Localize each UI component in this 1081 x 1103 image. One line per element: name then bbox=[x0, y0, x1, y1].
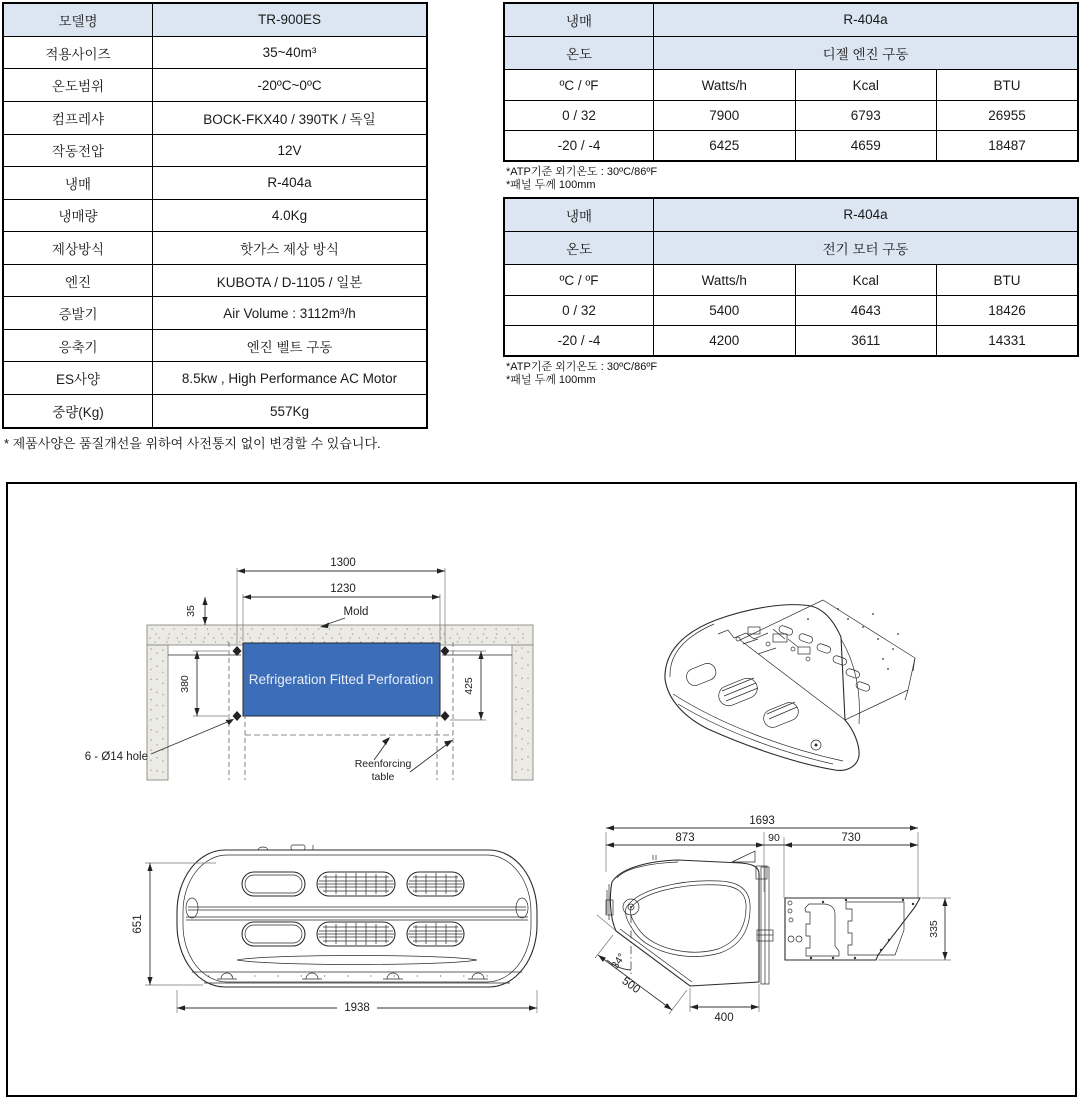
spec-value: 엔진 벨트 구동 bbox=[153, 329, 428, 362]
technical-drawing-panel bbox=[6, 482, 1077, 1097]
table-row bbox=[504, 3, 1078, 36]
spec-label: 작동전압 bbox=[3, 134, 153, 167]
col-header: ºC / ºF bbox=[504, 265, 654, 295]
spec-label: 냉매량 bbox=[3, 199, 153, 232]
perforation-label: Refrigeration Fitted Perforation bbox=[248, 672, 434, 687]
table-row bbox=[504, 70, 1078, 100]
spec-label: 온도범위 bbox=[3, 69, 153, 102]
machinery-detail bbox=[718, 627, 810, 661]
table-row bbox=[3, 69, 427, 102]
note-line: *패널 두께 100mm bbox=[506, 374, 596, 386]
watts-cell: 4200 bbox=[654, 326, 796, 356]
spec-value: 12V bbox=[153, 134, 428, 167]
refrigerant-label: 냉매 bbox=[504, 198, 654, 231]
btu-cell: 18487 bbox=[937, 131, 1079, 161]
table-row bbox=[3, 134, 427, 167]
side-mounting-plate bbox=[785, 898, 920, 960]
col-header: BTU bbox=[937, 70, 1079, 100]
mold-left-column bbox=[147, 645, 168, 780]
temp-cell: 0 / 32 bbox=[504, 100, 654, 130]
table-row bbox=[3, 3, 427, 36]
watts-cell: 5400 bbox=[654, 295, 796, 325]
mold-label: Mold bbox=[343, 606, 369, 618]
col-header: BTU bbox=[937, 265, 1079, 295]
col-header: Kcal bbox=[795, 70, 937, 100]
spec-table bbox=[2, 2, 428, 429]
spec-value: TR-900ES bbox=[153, 3, 428, 36]
table-row bbox=[504, 100, 1078, 130]
reinforcing-callout-line2: table bbox=[371, 771, 395, 783]
spec-value: 35~40m³ bbox=[153, 36, 428, 69]
btu-cell: 18426 bbox=[937, 295, 1079, 325]
spec-label: 제상방식 bbox=[3, 232, 153, 265]
temp-cell: 0 / 32 bbox=[504, 295, 654, 325]
capacity-table-electric bbox=[503, 197, 1079, 357]
spec-footnote: * 제품사양은 품질개선을 위하여 사전통지 없이 변경할 수 있습니다. bbox=[4, 436, 381, 451]
front-body bbox=[177, 845, 537, 987]
note-line: *ATP기준 외기온도 : 30ºC/86ºF bbox=[506, 166, 658, 178]
reinforcing-callout-line1: Reenforcing bbox=[354, 758, 412, 770]
drive-type: 디젤 엔진 구동 bbox=[654, 36, 1079, 69]
table-row bbox=[3, 297, 427, 330]
temp-cell: -20 / -4 bbox=[504, 131, 654, 161]
table-row bbox=[504, 265, 1078, 295]
dim-front-width: 1938 bbox=[344, 1002, 370, 1014]
spec-label: 컴프레샤 bbox=[3, 101, 153, 134]
table-row bbox=[3, 264, 427, 297]
col-header: Watts/h bbox=[654, 70, 796, 100]
spec-value: 핫가스 제상 방식 bbox=[153, 232, 428, 265]
capacity-notes bbox=[506, 166, 657, 192]
spec-value: 8.5kw , High Performance AC Motor bbox=[153, 362, 428, 395]
table-row bbox=[3, 36, 427, 69]
dim-slope-length: 500 bbox=[619, 975, 643, 997]
drive-type: 전기 모터 구동 bbox=[654, 231, 1079, 264]
spec-label: 증발기 bbox=[3, 297, 153, 330]
spec-value: KUBOTA / D-1105 / 일본 bbox=[153, 264, 428, 297]
kcal-cell: 4659 bbox=[795, 131, 937, 161]
vent-openings bbox=[242, 872, 464, 946]
table-row bbox=[504, 131, 1078, 161]
mounting-plate bbox=[740, 600, 915, 720]
dim-right-height: 425 bbox=[463, 677, 475, 695]
kcal-cell: 4643 bbox=[795, 295, 937, 325]
table-row bbox=[3, 362, 427, 395]
btu-cell: 26955 bbox=[937, 100, 1079, 130]
watts-cell: 7900 bbox=[654, 100, 796, 130]
col-header: Watts/h bbox=[654, 265, 796, 295]
table-row bbox=[504, 36, 1078, 69]
dim-bottom-offset: 400 bbox=[714, 1012, 734, 1024]
installation-diagram bbox=[58, 534, 588, 804]
table-row bbox=[3, 101, 427, 134]
dim-unit-depth: 873 bbox=[675, 832, 695, 844]
spec-value: BOCK-FKX40 / 390TK / 독일 bbox=[153, 101, 428, 134]
dim-front-height: 651 bbox=[132, 914, 144, 934]
dim-bracket-height: 335 bbox=[928, 920, 940, 938]
table-row bbox=[3, 395, 427, 428]
spec-value: R-404a bbox=[153, 167, 428, 200]
refrigerant-value: R-404a bbox=[654, 3, 1079, 36]
dim-top-offset: 35 bbox=[185, 605, 197, 617]
spec-label: 응축기 bbox=[3, 329, 153, 362]
front-view bbox=[108, 842, 578, 1042]
dim-inner-width: 1230 bbox=[330, 583, 356, 595]
temp-label: 온도 bbox=[504, 36, 654, 69]
spec-value: 4.0Kg bbox=[153, 199, 428, 232]
temp-cell: -20 / -4 bbox=[504, 326, 654, 356]
table-row bbox=[3, 329, 427, 362]
dim-gap: 90 bbox=[768, 832, 780, 844]
table-row bbox=[3, 199, 427, 232]
side-view bbox=[593, 812, 1073, 1047]
hole-callout: 6 - Ø14 hole bbox=[84, 751, 148, 763]
table-row bbox=[3, 167, 427, 200]
temp-label: 온도 bbox=[504, 231, 654, 264]
kcal-cell: 6793 bbox=[795, 100, 937, 130]
dim-total-length: 1693 bbox=[749, 815, 775, 827]
note-line: *ATP기준 외기온도 : 30ºC/86ºF bbox=[506, 361, 658, 373]
refrigerant-label: 냉매 bbox=[504, 3, 654, 36]
table-row bbox=[504, 295, 1078, 325]
dim-bracket-length: 730 bbox=[841, 832, 861, 844]
dim-left-height: 380 bbox=[179, 675, 191, 693]
bottom-detail bbox=[192, 956, 522, 984]
btu-cell: 14331 bbox=[937, 326, 1079, 356]
dim-angle: 34° bbox=[609, 951, 628, 972]
watts-cell: 6425 bbox=[654, 131, 796, 161]
table-row bbox=[504, 231, 1078, 264]
spec-label: 모델명 bbox=[3, 3, 153, 36]
table-row bbox=[504, 326, 1078, 356]
dim-outer-width: 1300 bbox=[330, 557, 356, 569]
spec-value: 557Kg bbox=[153, 395, 428, 428]
capacity-notes bbox=[506, 361, 657, 387]
spec-label: ES사양 bbox=[3, 362, 153, 395]
kcal-cell: 3611 bbox=[795, 326, 937, 356]
note-line: *패널 두께 100mm bbox=[506, 179, 596, 191]
spec-label: 냉매 bbox=[3, 167, 153, 200]
spec-value: -20ºC~0ºC bbox=[153, 69, 428, 102]
isometric-view bbox=[648, 579, 948, 789]
refrigerant-value: R-404a bbox=[654, 198, 1079, 231]
spec-label: 중량(Kg) bbox=[3, 395, 153, 428]
table-row bbox=[504, 198, 1078, 231]
col-header: Kcal bbox=[795, 265, 937, 295]
spec-label: 적용사이즈 bbox=[3, 36, 153, 69]
col-header: ºC / ºF bbox=[504, 70, 654, 100]
mold-bar bbox=[147, 625, 533, 645]
spec-value: Air Volume : 3112m³/h bbox=[153, 297, 428, 330]
capacity-table-diesel bbox=[503, 2, 1079, 162]
table-row bbox=[3, 232, 427, 265]
spec-label: 엔진 bbox=[3, 264, 153, 297]
